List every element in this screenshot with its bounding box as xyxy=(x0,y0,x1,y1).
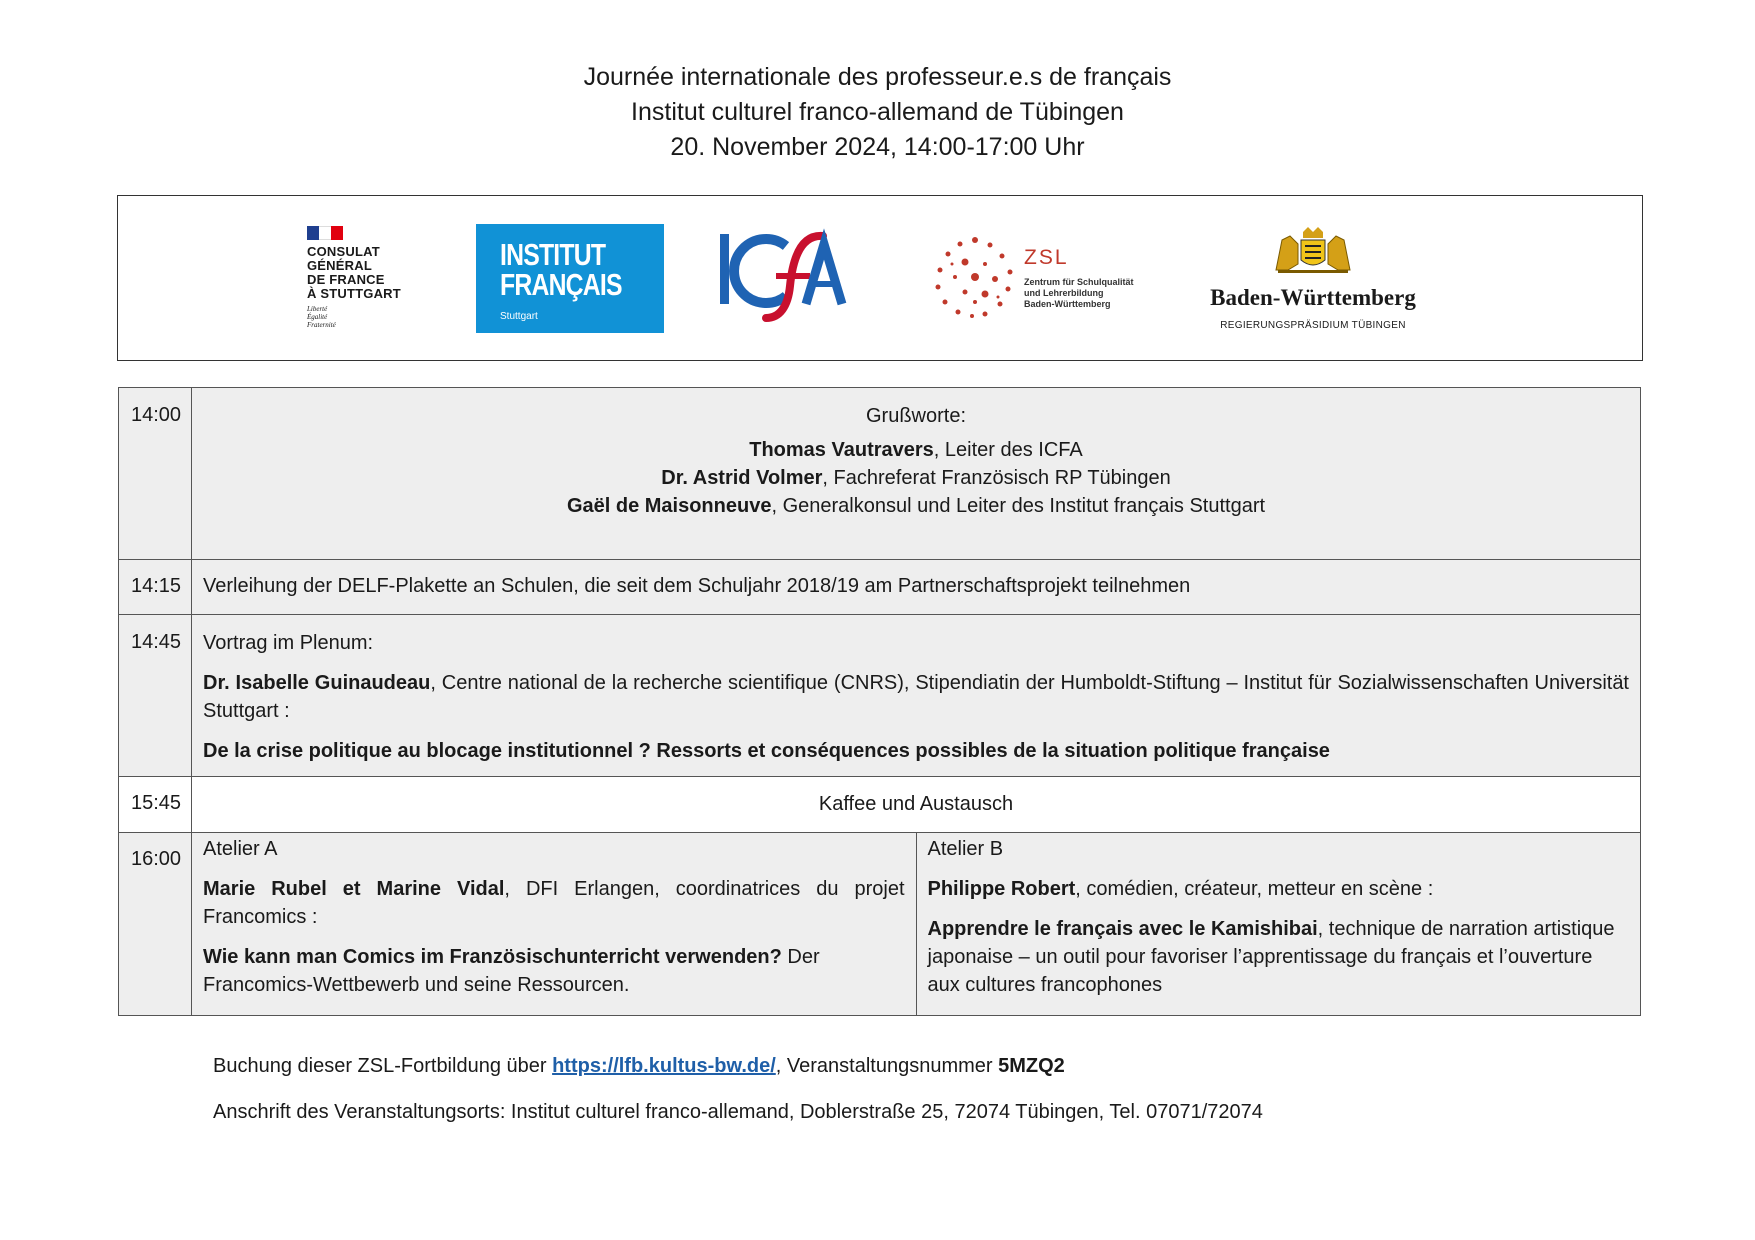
bw-subtitle: REGIERUNGSPRÄSIDIUM TÜBINGEN xyxy=(1220,320,1406,331)
atelier-b-speaker-desc: , comédien, créateur, metteur en scène : xyxy=(1075,878,1434,900)
ateliers-table xyxy=(192,833,1640,1015)
time-cell: 16:00 xyxy=(119,833,192,1016)
icfa-logo xyxy=(718,226,853,331)
consulat-name-line: À STUTTGART xyxy=(307,286,401,301)
lecture-topic-text: De la crise politique au blocage institutionnel ? Ressorts et conséquences possibles de la situation politique française xyxy=(203,740,1330,762)
table-row xyxy=(119,777,1641,833)
institut-logo-line: INSTITUT xyxy=(500,237,606,272)
document-header xyxy=(0,60,1755,165)
consulat-name-line: DE FRANCE xyxy=(307,272,385,287)
baden-wuerttemberg-logo xyxy=(1198,226,1428,336)
french-flag-icon xyxy=(307,226,343,240)
bw-name: Baden-Württemberg xyxy=(1210,285,1416,310)
atelier-b-cell xyxy=(916,833,1640,1015)
lecture-speaker xyxy=(203,669,1629,725)
atelier-a-label: Atelier A xyxy=(203,838,278,860)
atelier-a-speakers xyxy=(203,875,905,931)
atelier-a-topic xyxy=(203,943,905,999)
institut-logo-line: FRANÇAIS xyxy=(500,267,622,302)
atelier-b-topic xyxy=(928,915,1630,999)
institut-logo-city: Stuttgart xyxy=(500,311,538,322)
coffee-cell: Kaffee und Austausch xyxy=(192,777,1641,833)
speaker-line xyxy=(203,464,1629,492)
zsl-logo xyxy=(930,240,1160,320)
atelier-a-topic-title: Wie kann man Comics im Französischunterricht verwenden? xyxy=(203,946,782,968)
event-date: 20. November 2024, 14:00-17:00 Uhr xyxy=(670,133,1085,161)
atelier-b-speaker-name: Philippe Robert xyxy=(927,878,1076,900)
consulat-name-line: CONSULAT xyxy=(307,244,380,259)
zsl-subtitle-line: Zentrum für Schulqualität xyxy=(1024,277,1134,287)
consulat-motto-line: Fraternité xyxy=(307,321,336,329)
speaker-line xyxy=(203,436,1629,464)
greetings-title: Grußworte: xyxy=(865,405,967,427)
consulat-logo xyxy=(307,226,427,336)
lecturer-name: Dr. Isabelle Guinaudeau xyxy=(203,672,431,694)
table-row xyxy=(119,388,1641,560)
venue-address: Anschrift des Veranstaltungsorts: Institut culturel franco-allemand, Doblerstraße 25, 72074 Tübingen, Tel. 07071/72074 xyxy=(213,1101,1263,1123)
speaker-role: , Fachreferat Französisch RP Tübingen xyxy=(822,467,1171,489)
lecturer-desc: , Centre national de la recherche scientifique (CNRS), Stipendiatin der Humboldt-Stiftung – Institut für Sozialwissenschaften Universität Stuttgart : xyxy=(203,672,1629,722)
lecture-cell xyxy=(192,615,1641,777)
time-cell: 14:00 xyxy=(119,388,192,560)
atelier-a-speaker-desc: , DFI Erlangen, coordinatrices du projet Francomics : xyxy=(203,878,905,928)
event-title: Journée internationale des professeur.e.s de français xyxy=(583,63,1172,91)
atelier-a-topic-desc: Der Francomics-Wettbewerb und seine Ressourcen. xyxy=(203,946,820,996)
ateliers-cell xyxy=(192,833,1641,1016)
lecture-title: Vortrag im Plenum: xyxy=(203,632,374,654)
zsl-subtitle-line: Baden-Württemberg xyxy=(1024,299,1111,309)
booking-mid: , Veranstaltungsnummer xyxy=(775,1055,999,1077)
atelier-b-topic-title: Apprendre le français avec le Kamishibai xyxy=(927,918,1318,940)
consulat-motto-line: Liberté xyxy=(307,305,328,313)
zsl-title: ZSL xyxy=(1024,246,1069,269)
institut-francais-logo xyxy=(476,224,664,333)
booking-prefix: Buchung dieser ZSL-Fortbildung über xyxy=(213,1055,553,1077)
delf-cell: Verleihung der DELF-Plakette an Schulen, die seit dem Schuljahr 2018/19 am Partnerschaftsprojekt teilnehmen xyxy=(192,560,1641,615)
speaker-role: , Leiter des ICFA xyxy=(933,439,1083,461)
booking-note xyxy=(213,1055,1065,1078)
speaker-role: , Generalkonsul und Leiter des Institut français Stuttgart xyxy=(771,495,1266,517)
atelier-b-label: Atelier B xyxy=(927,838,1004,860)
program-table xyxy=(118,387,1641,1016)
zsl-dots-icon xyxy=(930,232,1020,322)
logo-banner xyxy=(117,195,1643,361)
time-cell: 14:15 xyxy=(119,560,192,615)
table-row xyxy=(119,615,1641,777)
icfa-logo-graphic xyxy=(718,226,853,331)
time-cell: 15:45 xyxy=(119,777,192,833)
booking-link[interactable]: https://lfb.kultus-bw.de/ xyxy=(552,1055,776,1077)
booking-code: 5MZQ2 xyxy=(998,1055,1065,1077)
speaker-name: Dr. Astrid Volmer xyxy=(661,467,823,489)
consulat-name-line: GÉNÉRAL xyxy=(307,258,372,273)
zsl-subtitle-line: und Lehrerbildung xyxy=(1024,288,1104,298)
table-row xyxy=(119,833,1641,1016)
lecture-topic xyxy=(203,737,1629,765)
speaker-name: Thomas Vautravers xyxy=(749,439,934,461)
coat-of-arms-icon xyxy=(1268,226,1358,276)
atelier-a-speaker-names: Marie Rubel et Marine Vidal xyxy=(203,878,505,900)
speaker-line xyxy=(203,492,1629,520)
atelier-b-speaker xyxy=(928,875,1630,903)
greetings-cell xyxy=(192,388,1641,560)
time-cell: 14:45 xyxy=(119,615,192,777)
speaker-name: Gaël de Maisonneuve xyxy=(566,495,772,517)
atelier-a-cell xyxy=(192,833,916,1015)
consulat-motto-line: Égalité xyxy=(307,313,328,321)
table-row xyxy=(119,560,1641,615)
event-venue: Institut culturel franco-allemand de Tübingen xyxy=(631,98,1124,126)
atelier-b-topic-desc: , technique de narration artistique japonaise – un outil pour favoriser l’apprentissage du français et l’ouverture aux cultures francophones xyxy=(927,918,1615,996)
